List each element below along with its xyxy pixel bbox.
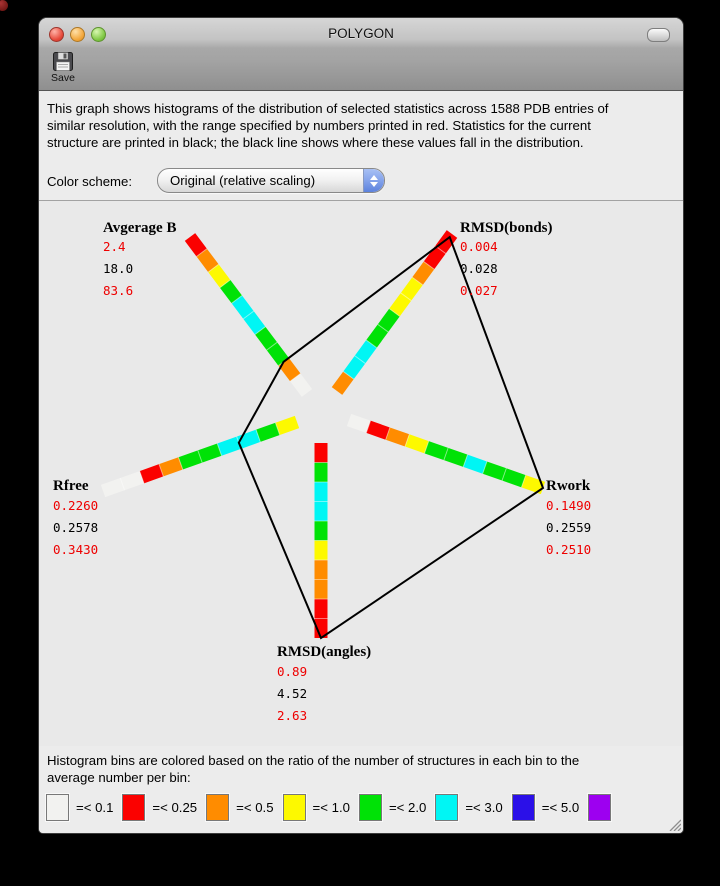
- titlebar[interactable]: [39, 18, 683, 48]
- legend-swatch-purple: [588, 794, 611, 821]
- polygon-window: [39, 18, 683, 833]
- color-scheme-label: Color scheme:: [47, 174, 133, 189]
- description-text: [47, 100, 675, 151]
- segment-divider: [435, 246, 445, 254]
- legend-text: [47, 752, 667, 786]
- legend-swatch-green: [359, 794, 382, 821]
- segment-divider: [483, 461, 487, 473]
- axis-value-low: 0.2260: [53, 498, 99, 513]
- legend-swatch-yellow: [283, 794, 306, 821]
- legend-swatch-blue: [512, 794, 535, 821]
- histogram-segment: [360, 344, 372, 360]
- histogram-segment: [142, 470, 161, 477]
- segment-divider: [255, 327, 265, 335]
- segment-divider: [237, 437, 241, 449]
- histogram-segment: [219, 443, 238, 450]
- segment-divider: [355, 356, 365, 364]
- segment-divider: [198, 450, 202, 462]
- legend-bin-label: =< 0.5: [236, 800, 274, 815]
- histogram-segment: [349, 420, 368, 427]
- legend-bin: [359, 794, 435, 821]
- save-icon: [51, 51, 75, 72]
- histogram-segment: [349, 360, 361, 376]
- segment-divider: [412, 277, 422, 285]
- segment-divider: [386, 427, 390, 439]
- legend-bin: [46, 794, 122, 821]
- axis-label: Rwork: [546, 478, 591, 494]
- description-line: This graph shows histograms of the distribution of selected statistics across 1588 PDB entries of: [47, 101, 609, 116]
- histogram-segment: [295, 377, 307, 393]
- histogram-segment: [181, 457, 200, 464]
- legend-bin: [122, 794, 206, 821]
- histogram-segment: [372, 328, 384, 344]
- histogram-segment: [524, 481, 543, 488]
- histogram-segment: [272, 346, 284, 362]
- histogram-segment: [122, 477, 141, 484]
- save-button[interactable]: [45, 51, 81, 87]
- legend-bin-label: =< 0.1: [76, 800, 114, 815]
- histogram-segment: [441, 234, 453, 250]
- axis-label: RMSD(bonds): [460, 220, 553, 236]
- segment-divider: [343, 371, 353, 379]
- window-title: POLYGON: [328, 26, 394, 41]
- segment-divider: [405, 434, 409, 446]
- histogram-segment: [504, 474, 523, 481]
- color-scheme-row: [47, 168, 675, 194]
- axis-value-high: 0.3430: [53, 542, 99, 557]
- segment-divider: [140, 471, 144, 483]
- histogram-segment: [427, 447, 446, 454]
- segment-divider: [220, 280, 230, 288]
- legend-bin: [283, 794, 359, 821]
- axis-value-current: 18.0: [103, 261, 134, 276]
- histogram-segment: [368, 427, 387, 434]
- legend-text-line: Histogram bins are colored based on the ratio of the number of structures in each bin to the: [47, 753, 580, 768]
- resize-grip[interactable]: [667, 817, 681, 831]
- legend-bin-label: =< 5.0: [541, 800, 580, 815]
- histogram-segment: [388, 434, 407, 441]
- axis-value-low: 0.004: [460, 239, 498, 254]
- histogram-segment: [225, 284, 237, 300]
- histogram-segment: [202, 253, 214, 269]
- segment-divider: [389, 309, 399, 317]
- axis-value-current: 4.52: [277, 686, 308, 701]
- histogram-segment: [213, 268, 225, 284]
- axis-label: Rfree: [53, 478, 89, 494]
- histogram-segment: [249, 315, 261, 331]
- toolbar-toggle-button[interactable]: [647, 28, 670, 42]
- segment-divider: [278, 358, 288, 366]
- legend-bin-label: =< 2.0: [388, 800, 427, 815]
- histogram-segment: [465, 461, 484, 468]
- segment-divider: [178, 457, 182, 469]
- segment-divider: [275, 423, 279, 435]
- axis-value-current: 0.2578: [53, 520, 99, 535]
- segment-divider: [197, 249, 207, 257]
- segment-divider: [366, 340, 376, 348]
- polygon-plot: [39, 200, 683, 747]
- histogram-segment: [284, 362, 296, 378]
- legend-bin: [435, 794, 511, 821]
- histogram-segment: [383, 313, 395, 329]
- histogram-segment: [395, 297, 407, 313]
- popup-arrows-icon: [363, 169, 384, 192]
- color-scheme-selected-value: Original (relative scaling): [170, 173, 316, 188]
- segment-divider: [424, 441, 428, 453]
- description-line: similar resolution, with the range specified by numbers printed in red. Statistics for the current: [47, 118, 591, 133]
- legend-swatch-red: [122, 794, 145, 821]
- segment-divider: [120, 478, 124, 490]
- axis-value-high: 0.2510: [546, 542, 592, 557]
- legend-bins: [46, 794, 680, 821]
- histogram-segment: [161, 463, 180, 470]
- legend-bin-label: =< 3.0: [465, 800, 503, 815]
- segment-divider: [401, 293, 411, 301]
- segment-divider: [378, 324, 388, 332]
- window-chrome: [39, 18, 683, 91]
- segment-divider: [159, 464, 163, 476]
- segment-divider: [243, 311, 253, 319]
- legend-text-line: average number per bin:: [47, 770, 191, 785]
- axis-value-high: 83.6: [103, 283, 134, 298]
- histogram-segment: [429, 250, 441, 266]
- histogram-segment: [418, 265, 430, 281]
- histogram-segment: [278, 422, 297, 429]
- segment-divider: [502, 468, 506, 480]
- segment-divider: [232, 296, 242, 304]
- segment-divider: [217, 443, 221, 455]
- legend-bin: [588, 794, 627, 821]
- histogram-segment: [446, 454, 465, 461]
- axis-value-low: 0.1490: [546, 498, 592, 513]
- segment-divider: [256, 430, 260, 442]
- histogram-segment: [407, 440, 426, 447]
- legend-swatch-orange: [206, 794, 229, 821]
- axis-label: RMSD(angles): [277, 644, 372, 660]
- axis-value-low: 0.89: [277, 664, 308, 679]
- legend-bin: [512, 794, 588, 821]
- histogram-segment: [485, 468, 504, 475]
- histogram-segment: [103, 484, 122, 491]
- histogram-segment: [200, 450, 219, 457]
- axis-value-high: 0.027: [460, 283, 498, 298]
- legend-bin-label: =< 0.25: [152, 800, 198, 815]
- legend-swatch-white: [46, 794, 69, 821]
- save-button-label: Save: [51, 72, 75, 84]
- histogram-segment: [406, 281, 418, 297]
- color-scheme-select[interactable]: [157, 168, 385, 193]
- segment-divider: [521, 475, 525, 487]
- segment-divider: [208, 264, 218, 272]
- histogram-segment: [190, 237, 202, 253]
- segment-divider: [267, 342, 277, 350]
- background-close-icon: [0, 0, 8, 11]
- legend-panel: [39, 746, 683, 833]
- histogram-segment: [260, 331, 272, 347]
- axis-value-current: 0.2559: [546, 520, 592, 535]
- segment-divider: [290, 374, 300, 382]
- axis-value-low: 2.4: [103, 239, 126, 254]
- polygon-plot-canvas: [39, 201, 683, 746]
- histogram-segment: [239, 436, 258, 443]
- legend-swatch-cyan: [435, 794, 458, 821]
- histogram-segment: [237, 299, 249, 315]
- segment-divider: [366, 421, 370, 433]
- histogram-segment: [337, 375, 349, 391]
- axis-value-current: 0.028: [460, 261, 498, 276]
- segment-divider: [444, 448, 448, 460]
- legend-bin-label: =< 1.0: [312, 800, 350, 815]
- axis-value-high: 2.63: [277, 708, 308, 723]
- segment-divider: [463, 455, 467, 467]
- histogram-segment: [258, 429, 277, 436]
- segment-divider: [424, 262, 434, 270]
- description-line: structure are printed in black; the black line shows where these values fall in the distribution.: [47, 135, 584, 150]
- legend-bin: [206, 794, 282, 821]
- axis-label: Avgerage B: [103, 220, 177, 236]
